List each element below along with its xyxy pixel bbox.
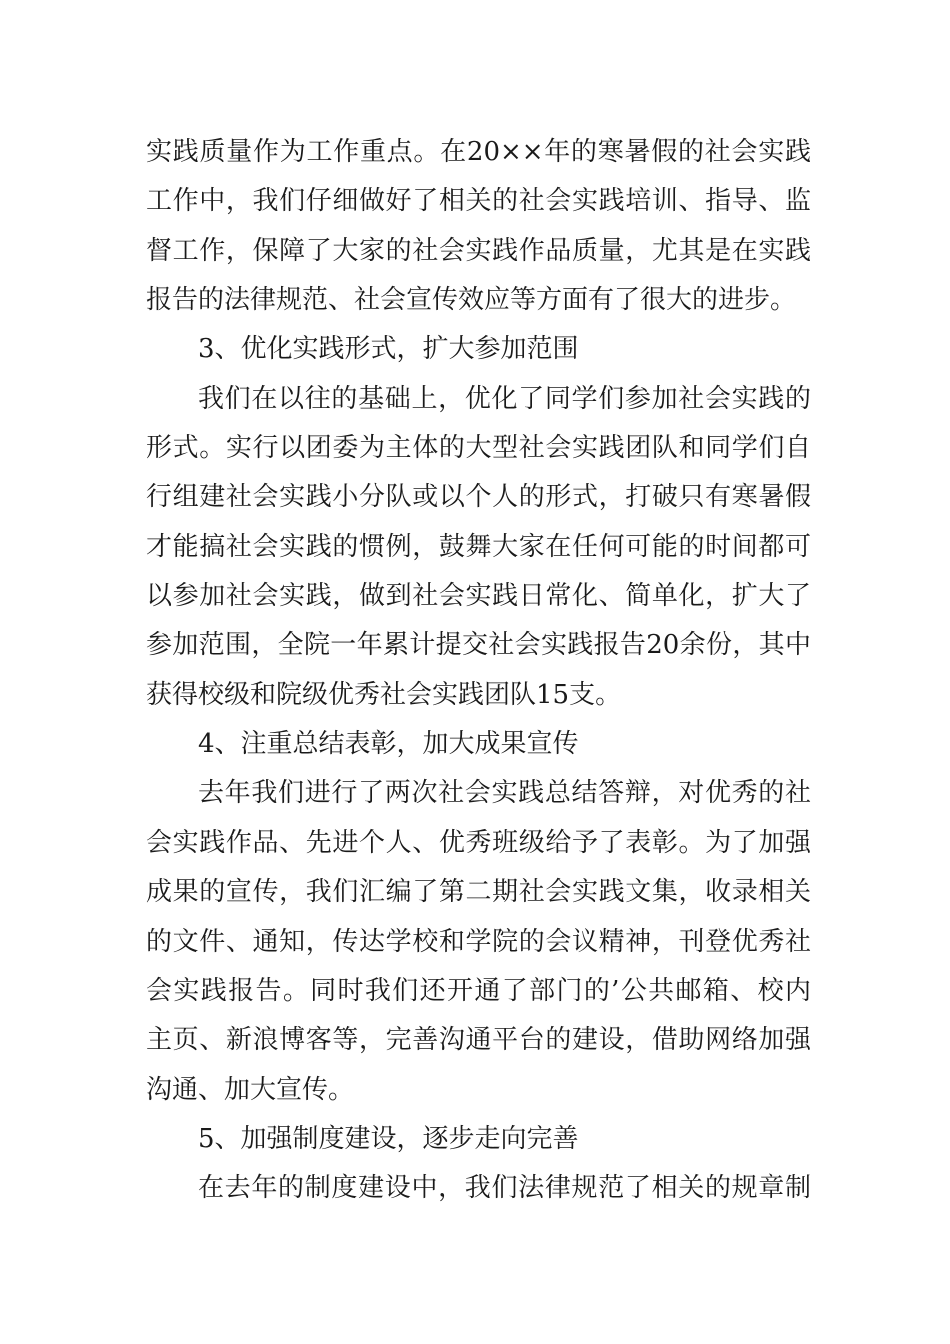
body-text-line: 以参加社会实践，做到社会实践日常化、简单化，扩大了 (146, 581, 811, 612)
body-text-line: 督工作，保障了大家的社会实践作品质量，尤其是在实践 (146, 235, 811, 266)
body-text-line: 会实践作品、先进个人、优秀班级给予了表彰。为了加强 (146, 827, 811, 858)
body-text-line: 行组建社会实践小分队或以个人的形式，打破只有寒暑假 (146, 482, 811, 513)
section-heading-5: 5、加强制度建设，逐步走向完善 (198, 1123, 579, 1154)
body-text-line: 成果的宣传，我们汇编了第二期社会实践文集，收录相关 (146, 877, 811, 908)
body-text-line: 获得校级和院级优秀社会实践团队15支。 (146, 679, 622, 710)
body-text-line: 主页、新浪博客等，完善沟通平台的建设，借助网络加强 (146, 1025, 811, 1056)
document-body (146, 128, 811, 1214)
body-text-line: 报告的法律规范、社会宣传效应等方面有了很大的进步。 (146, 285, 797, 316)
paragraph-first-line: 去年我们进行了两次社会实践总结答辩，对优秀的社 (198, 778, 811, 809)
body-text-line: 参加范围，全院一年累计提交社会实践报告20余份，其中 (146, 630, 811, 661)
body-text-line: 沟通、加大宣传。 (146, 1074, 355, 1105)
body-text-line: 实践质量作为工作重点。在20××年的寒暑假的社会实践 (146, 137, 811, 167)
body-text-line: 才能搞社会实践的惯例，鼓舞大家在任何可能的时间都可 (146, 531, 811, 562)
section-heading-4: 4、注重总结表彰，加大成果宣传 (198, 729, 579, 760)
section-heading-3: 3、优化实践形式，扩大参加范围 (198, 334, 579, 365)
body-text-line: 会实践报告。同时我们还开通了部门的’公共邮箱、校内 (146, 975, 811, 1006)
body-text-line: 工作中，我们仔细做好了相关的社会实践培训、指导、监 (146, 186, 811, 217)
paragraph-first-line: 在去年的制度建设中，我们法律规范了相关的规章制 (198, 1173, 811, 1204)
body-text-line: 形式。实行以团委为主体的大型社会实践团队和同学们自 (146, 433, 811, 464)
paragraph-first-line: 我们在以往的基础上，优化了同学们参加社会实践的 (198, 383, 811, 414)
body-text-line: 的文件、通知，传达学校和学院的会议精神，刊登优秀社 (146, 926, 811, 957)
